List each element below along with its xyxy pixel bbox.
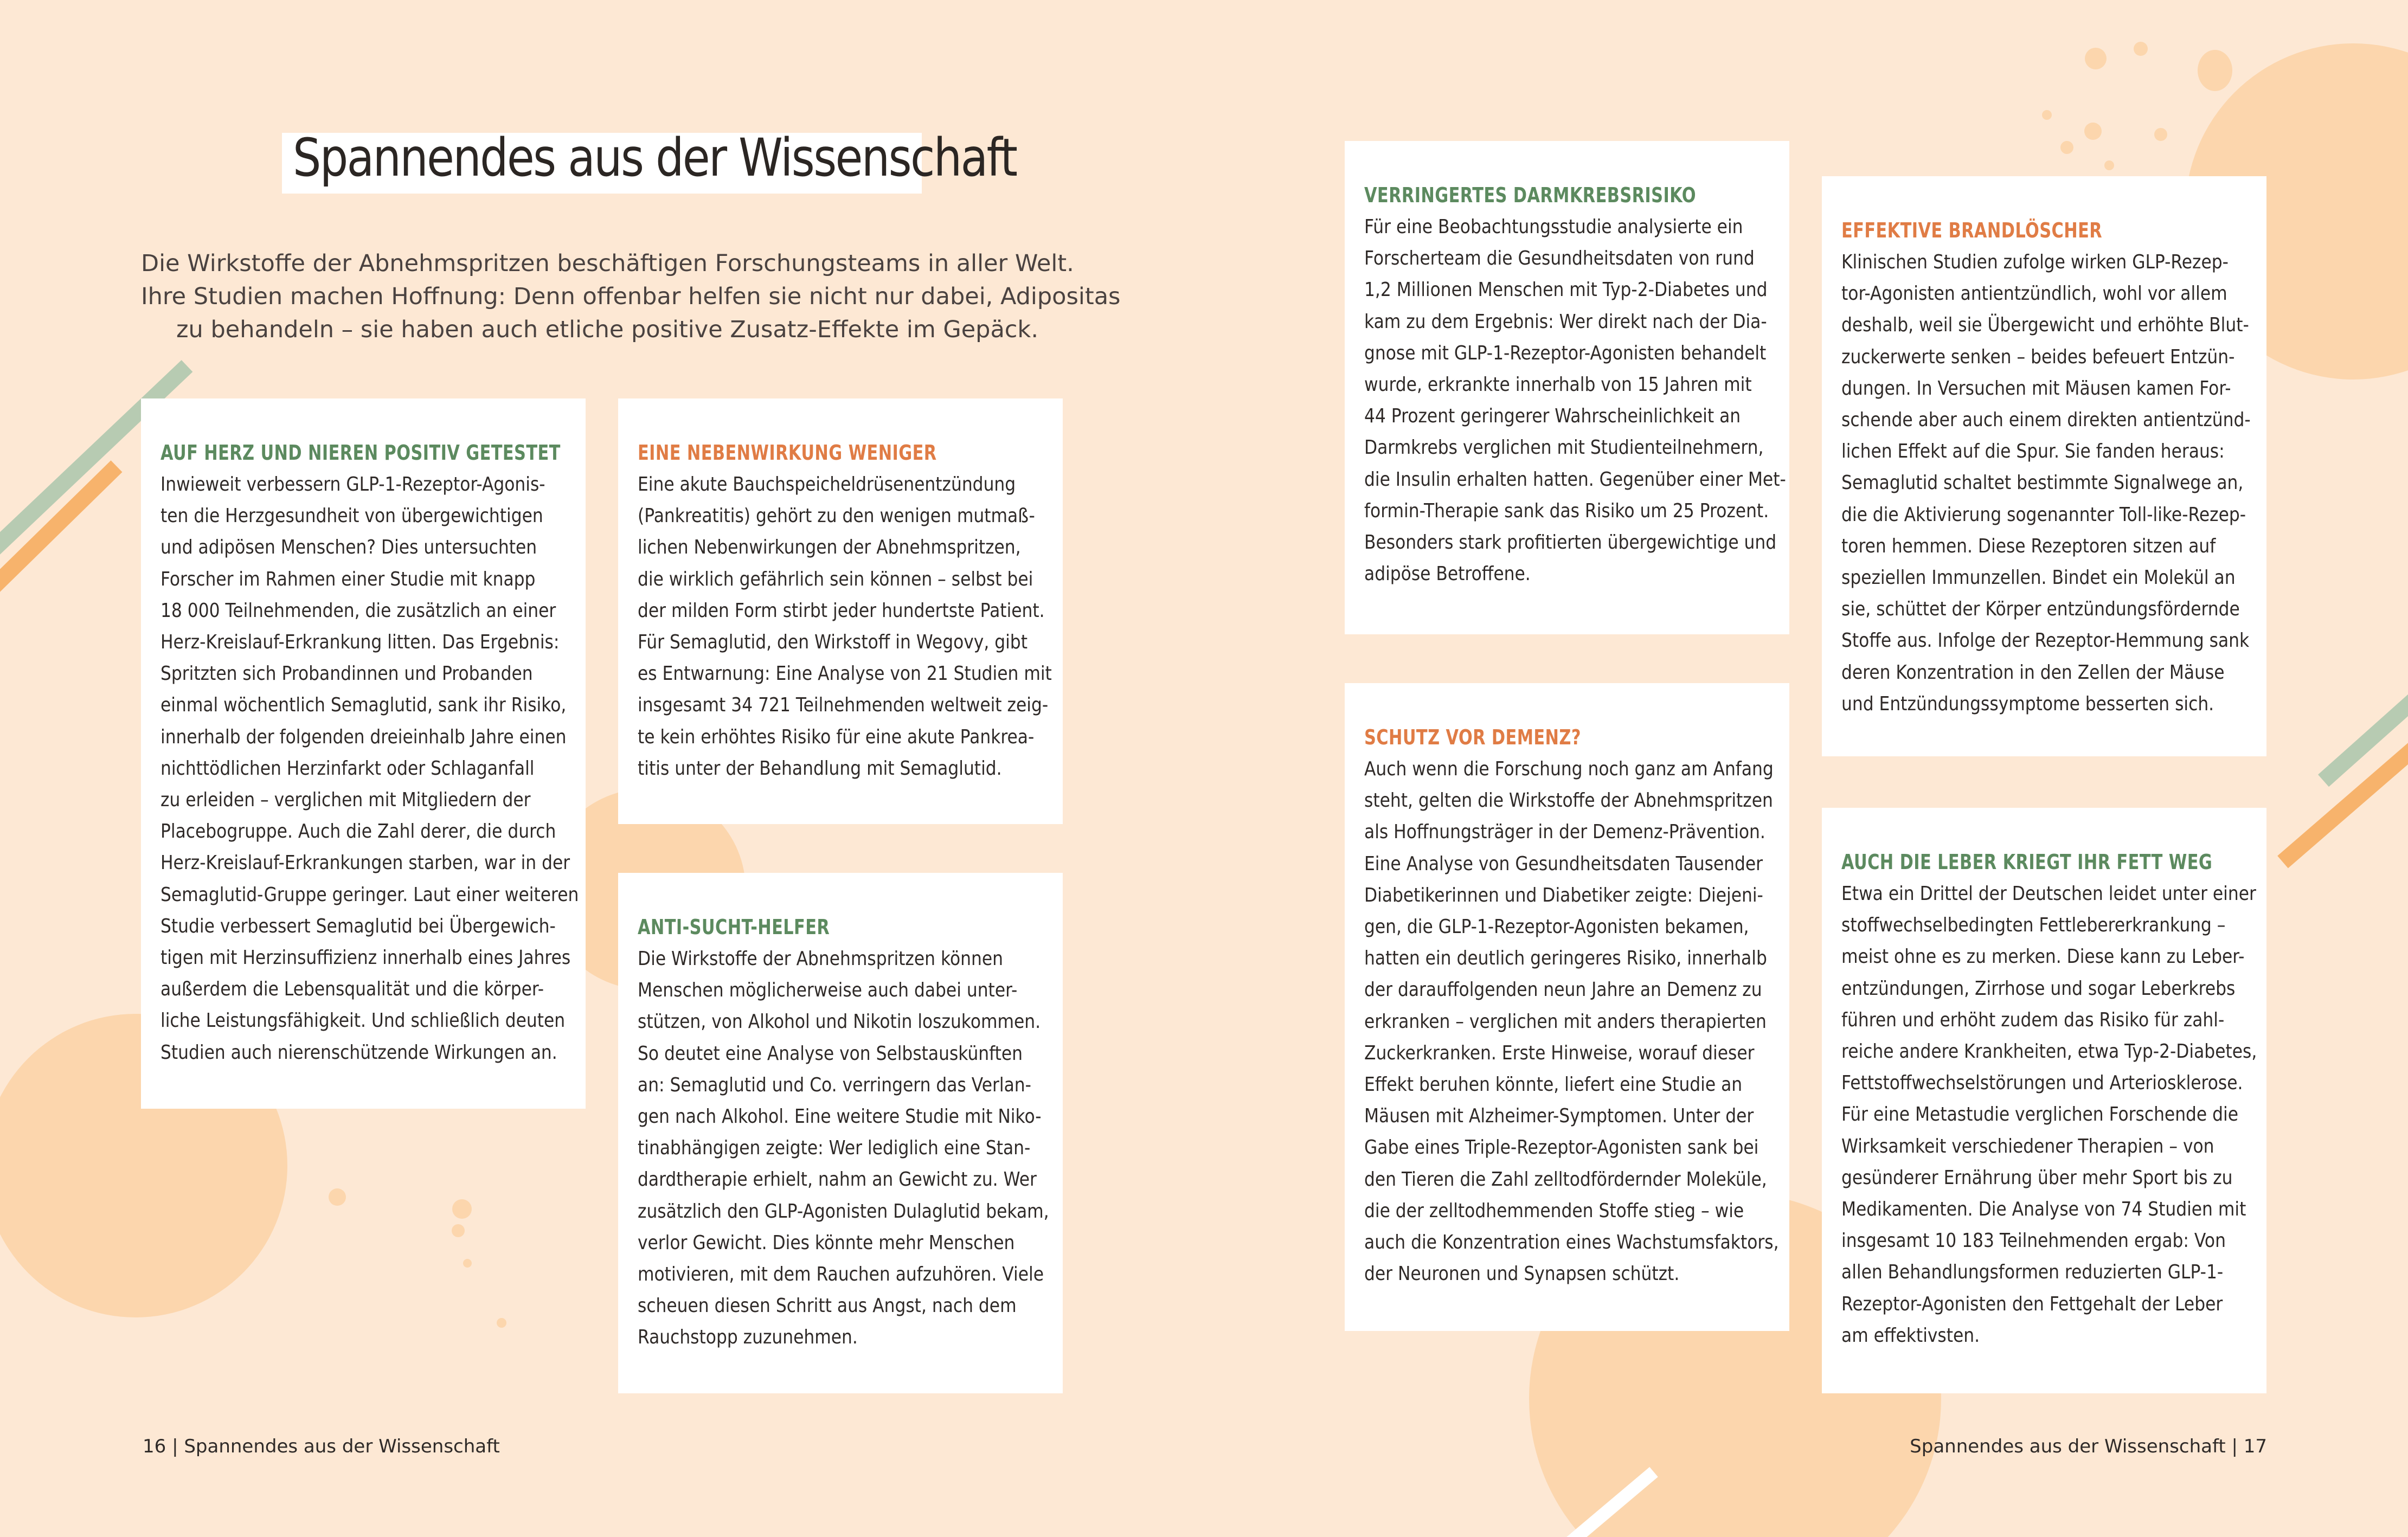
card-body-line: formin-Therapie sank das Risiko um 25 Prozent. [1364, 499, 1769, 522]
card-body [1364, 754, 1779, 1290]
card-body-line: Eine Analyse von Gesundheitsdaten Tausender [1364, 852, 1763, 875]
card-body-line: Stoffe aus. Infolge der Rezeptor-Hemmung sank [1841, 629, 2250, 652]
card-body-line: Klinischen Studien zufolge wirken GLP-Rezep- [1841, 251, 2229, 273]
card-body-line: sie, schüttet der Körper entzündungsfördernde [1841, 598, 2240, 621]
card-nebenwirkung [618, 398, 1063, 824]
card-body-line: die der zelltodhemmenden Stoffe stieg – wie [1364, 1199, 1744, 1222]
card-body-line: verlor Gewicht. Dies könnte mehr Menschen [638, 1231, 1015, 1254]
card-darmkrebs [1345, 141, 1789, 634]
card-body-line: motivieren, mit dem Rauchen aufzuhören. Viele [638, 1263, 1044, 1286]
card-body-line: gen, die GLP-1-Rezeptor-Agonisten bekamen, [1364, 916, 1749, 938]
card-body-line: kam zu dem Ergebnis: Wer direkt nach der Dia- [1364, 310, 1767, 333]
card-herz-nieren [141, 398, 586, 1109]
deco-dot [2198, 50, 2232, 91]
deco-dot [452, 1199, 472, 1219]
card-body-line: wurde, erkrankte innerhalb von 15 Jahren mit [1364, 374, 1752, 396]
card-body-line: 44 Prozent geringerer Wahrscheinlichkeit an [1364, 405, 1741, 428]
card-body-line: entzündungen, Zirrhose und sogar Leberkrebs [1841, 977, 2236, 1000]
card-body-line: Placebogruppe. Auch die Zahl derer, die durch [160, 820, 556, 843]
deco-dot [463, 1259, 472, 1268]
card-body-line: allen Behandlungsformen reduzierten GLP-1- [1841, 1261, 2224, 1284]
card-body-line: den Tieren die Zahl zelltodfördernder Moleküle, [1364, 1168, 1767, 1191]
card-body-line: liche Leistungsfähigkeit. Und schließlich deuten [160, 1009, 566, 1032]
card-body-line: So deutet eine Analyse von Selbstauskünften [638, 1042, 1023, 1065]
card-body-line: nichttödlichen Herzinfarkt oder Schlaganfall [160, 757, 535, 780]
card-body-line: die wirklich gefährlich sein können – selbst bei [638, 568, 1033, 590]
deco-dot [2104, 160, 2114, 170]
card-heading: SCHUTZ VOR DEMENZ? [1364, 725, 1581, 749]
card-heading: EFFEKTIVE BRANDLÖSCHER [1841, 218, 2103, 242]
card-body-line: Mäusen mit Alzheimer-Symptomen. Unter der [1364, 1105, 1754, 1128]
card-body [1841, 247, 2251, 720]
card-body-line: Semaglutid schaltet bestimmte Signalwege an, [1841, 472, 2244, 494]
card-body-line: Für eine Beobachtungsstudie analysierte ein [1364, 216, 1743, 238]
card-body-line: Studien auch nierenschützende Wirkungen an. [160, 1041, 557, 1064]
card-body-line: adipöse Betroffene. [1364, 563, 1531, 586]
card-body-line: der darauffolgenden neun Jahre an Demenz zu [1364, 979, 1762, 1001]
card-body-line: der milden Form stirbt jeder hundertste Patient. [638, 599, 1045, 622]
card-body-line: Forscherteam die Gesundheitsdaten von rund [1364, 247, 1755, 270]
card-body-line: Herz-Kreislauf-Erkrankungen starben, war in der [160, 852, 570, 874]
card-body-line: Studie verbessert Semaglutid bei Übergewich- [160, 915, 556, 937]
card-body-line: als Hoffnungsträger in der Demenz-Prävention. [1364, 821, 1765, 844]
card-body-line: insgesamt 10 183 Teilnehmenden ergab: Von [1841, 1230, 2226, 1252]
card-body-line: die Insulin erhalten hatten. Gegenüber einer Met- [1364, 468, 1786, 491]
card-body-line: Effekt beruhen könnte, liefert eine Studie an [1364, 1073, 1743, 1096]
card-body-line: Zuckerkranken. Erste Hinweise, worauf dieser [1364, 1041, 1755, 1064]
card-body-line: meist ohne es zu merken. Diese kann zu Leber- [1841, 946, 2245, 968]
card-body-line: gen nach Alkohol. Eine weitere Studie mit Niko- [638, 1105, 1042, 1128]
deco-dot [2154, 128, 2167, 141]
card-body-line: tinabhängigen zeigte: Wer lediglich eine Stan- [638, 1137, 1031, 1160]
card-body-line: Für eine Metastudie verglichen Forschende die [1841, 1103, 2239, 1126]
card-body-line: speziellen Immunzellen. Bindet ein Molekül an [1841, 567, 2236, 589]
deco-dot [2042, 110, 2052, 120]
card-body-line: Diabetikerinnen und Diabetiker zeigte: Diejeni- [1364, 884, 1763, 906]
card-body-line: Menschen möglicherweise auch dabei unter- [638, 979, 1018, 1002]
footer-left: 16 | Spannendes aus der Wissenschaft [143, 1436, 500, 1457]
card-body-line: 18 000 Teilnehmenden, die zusätzlich an einer [160, 599, 556, 622]
card-body-line: Auch wenn die Forschung noch ganz am Anfang [1364, 758, 1774, 780]
card-body [638, 469, 1052, 784]
card-body-line: gnose mit GLP-1-Rezeptor-Agonisten behandelt [1364, 342, 1767, 364]
card-body-line: einmal wöchentlich Semaglutid, sank ihr Risiko, [160, 694, 567, 717]
card-body-line: reiche andere Krankheiten, etwa Typ-2-Diabetes, [1841, 1040, 2257, 1063]
intro-line: zu behandeln – sie haben auch etliche positive Zusatz-Effekte im Gepäck. [176, 316, 1039, 343]
card-body-line: Für Semaglutid, den Wirkstoff in Wegovy, gibt [638, 631, 1028, 654]
card-body-line: Eine akute Bauchspeicheldrüsenentzündung [638, 473, 1016, 496]
card-body-line: Fettstoffwechselstörungen und Arteriosklerose. [1841, 1072, 2243, 1095]
card-body-line: innerhalb der folgenden dreieinhalb Jahre einen [160, 725, 567, 748]
card-body-line: gesünderer Ernährung über mehr Sport bis zu [1841, 1166, 2233, 1189]
card-body-line: Herz-Kreislauf-Erkrankung litten. Das Ergebnis: [160, 631, 560, 654]
deco-dot [2084, 123, 2102, 140]
card-leber [1822, 808, 2266, 1393]
intro-line: Die Wirkstoffe der Abnehmspritzen beschäftigen Forschungsteams in aller Welt. [141, 250, 1074, 277]
card-body-line: es Entwarnung: Eine Analyse von 21 Studien mit [638, 663, 1052, 685]
card-body-line: deren Konzentration in den Zellen der Mäuse [1841, 661, 2225, 684]
card-body-line: schende aber auch einem direkten antientzünd- [1841, 409, 2251, 432]
card-body-line: Spritzten sich Probandinnen und Probanden [160, 663, 533, 685]
card-body-line: auch die Konzentration eines Wachstumsfaktors, [1364, 1231, 1779, 1254]
card-body-line: Gabe eines Triple-Rezeptor-Agonisten sank bei [1364, 1136, 1759, 1159]
card-body-line: deshalb, weil sie Übergewicht und erhöhte Blut- [1841, 314, 2249, 337]
card-body-line: te kein erhöhtes Risiko für eine akute Pankrea- [638, 725, 1035, 748]
card-body-line: Besonders stark profitierten übergewichtige und [1364, 531, 1777, 554]
card-heading: EINE NEBENWIRKUNG WENIGER [638, 441, 937, 465]
card-body-line: zusätzlich den GLP-Agonisten Dulaglutid bekam, [638, 1200, 1049, 1223]
card-body-line: scheuen diesen Schritt aus Angst, nach dem [638, 1295, 1017, 1317]
deco-dot [2134, 42, 2148, 56]
card-body-line: erkranken – verglichen mit anders therapierten [1364, 1010, 1767, 1033]
footer-right: Spannendes aus der Wissenschaft | 17 [1910, 1436, 2267, 1457]
card-body [1841, 878, 2257, 1352]
card-body-line: Die Wirkstoffe der Abnehmspritzen können [638, 948, 1003, 970]
card-body-line: Inwieweit verbessern GLP-1-Rezeptor-Agonis- [160, 473, 545, 496]
card-body-line: an: Semaglutid und Co. verringern das Verlan- [638, 1073, 1031, 1096]
deco-dot [329, 1188, 346, 1206]
card-body-line: insgesamt 34 721 Teilnehmenden weltweit zeig- [638, 694, 1049, 717]
card-body-line: zuckerwerte senken – beides befeuert Entzün- [1841, 345, 2235, 368]
card-body-line: Etwa ein Drittel der Deutschen leidet unter einer [1841, 883, 2256, 905]
card-body-line: tigen mit Herzinsuffizienz innerhalb eines Jahres [160, 947, 571, 969]
card-body-line: tor-Agonisten antientzündlich, wohl vor allem [1841, 282, 2227, 305]
card-heading: AUF HERZ UND NIEREN POSITIV GETESTET [160, 441, 561, 465]
intro-line: Ihre Studien machen Hoffnung: Denn offenbar helfen sie nicht nur dabei, Adipositas [141, 283, 1121, 310]
card-body-line: Wirksamkeit verschiedener Therapien – von [1841, 1135, 2214, 1157]
card-body-line: dungen. In Versuchen mit Mäusen kamen For- [1841, 377, 2231, 400]
card-body-line: steht, gelten die Wirkstoffe der Abnehmspritzen [1364, 789, 1773, 812]
card-body-line: zu erleiden – verglichen mit Mitgliedern der [160, 789, 531, 812]
card-body-line: dardtherapie erhielt, nahm an Gewicht zu. Wer [638, 1168, 1037, 1191]
card-anti-sucht [618, 873, 1063, 1393]
card-body-line: Rezeptor-Agonisten den Fettgehalt der Leber [1841, 1292, 2223, 1315]
deco-dot [452, 1224, 465, 1237]
card-body-line: und Entzündungssymptome besserten sich. [1841, 692, 2214, 715]
card-body-line: stoffwechselbedingten Fettlebererkrankung – [1841, 914, 2226, 937]
deco-dot [497, 1318, 506, 1328]
card-heading: VERRINGERTES DARMKREBSRISIKO [1364, 183, 1696, 207]
page-title: Spannendes aus der Wissenschaft [293, 127, 1017, 188]
card-body-line: die die Aktivierung sogenannter Toll-like-Rezep- [1841, 503, 2246, 526]
card-body [1364, 211, 1786, 590]
card-heading: AUCH DIE LEBER KRIEGT IHR FETT WEG [1841, 850, 2213, 874]
card-body-line: Medikamenten. Die Analyse von 74 Studien mit [1841, 1198, 2246, 1221]
card-body-line: titis unter der Behandlung mit Semaglutid. [638, 757, 1002, 780]
card-body [638, 943, 1049, 1354]
card-body-line: lichen Nebenwirkungen der Abnehmspritzen, [638, 536, 1021, 559]
card-body-line: der Neuronen und Synapsen schützt. [1364, 1263, 1680, 1285]
intro-paragraph [141, 247, 1121, 346]
card-body-line: toren hemmen. Diese Rezeptoren sitzen auf [1841, 535, 2216, 557]
card-body-line: lichen Effekt auf die Spur. Sie fanden heraus: [1841, 440, 2225, 463]
card-demenz [1345, 683, 1789, 1331]
deco-dot [2085, 48, 2107, 69]
card-body-line: führen und erhöht zudem das Risiko für zahl- [1841, 1008, 2225, 1031]
card-body-line: 1,2 Millionen Menschen mit Typ-2-Diabetes und [1364, 279, 1768, 301]
card-body-line: Rauchstopp zuzunehmen. [638, 1326, 858, 1349]
card-body-line: Forscher im Rahmen einer Studie mit knapp [160, 568, 536, 590]
deco-dot [2060, 141, 2073, 154]
card-brandloescher [1822, 176, 2266, 756]
card-body-line: (Pankreatitis) gehört zu den wenigen mutmaß- [638, 505, 1035, 528]
card-body-line: außerdem die Lebensqualität und die körper- [160, 978, 544, 1001]
card-body-line: Semaglutid-Gruppe geringer. Laut einer weiteren [160, 883, 579, 906]
card-body [160, 469, 579, 1069]
card-body-line: und adipösen Menschen? Dies untersuchten [160, 536, 537, 559]
card-body-line: ten die Herzgesundheit von übergewichtigen [160, 505, 543, 528]
card-body-line: am effektivsten. [1841, 1324, 1980, 1347]
card-heading: ANTI-SUCHT-HELFER [638, 915, 830, 939]
card-body-line: Darmkrebs verglichen mit Studienteilnehmern, [1364, 436, 1764, 459]
card-body-line: hatten ein deutlich geringeres Risiko, innerhalb [1364, 947, 1767, 970]
card-body-line: stützen, von Alkohol und Nikotin loszukommen. [638, 1011, 1041, 1033]
